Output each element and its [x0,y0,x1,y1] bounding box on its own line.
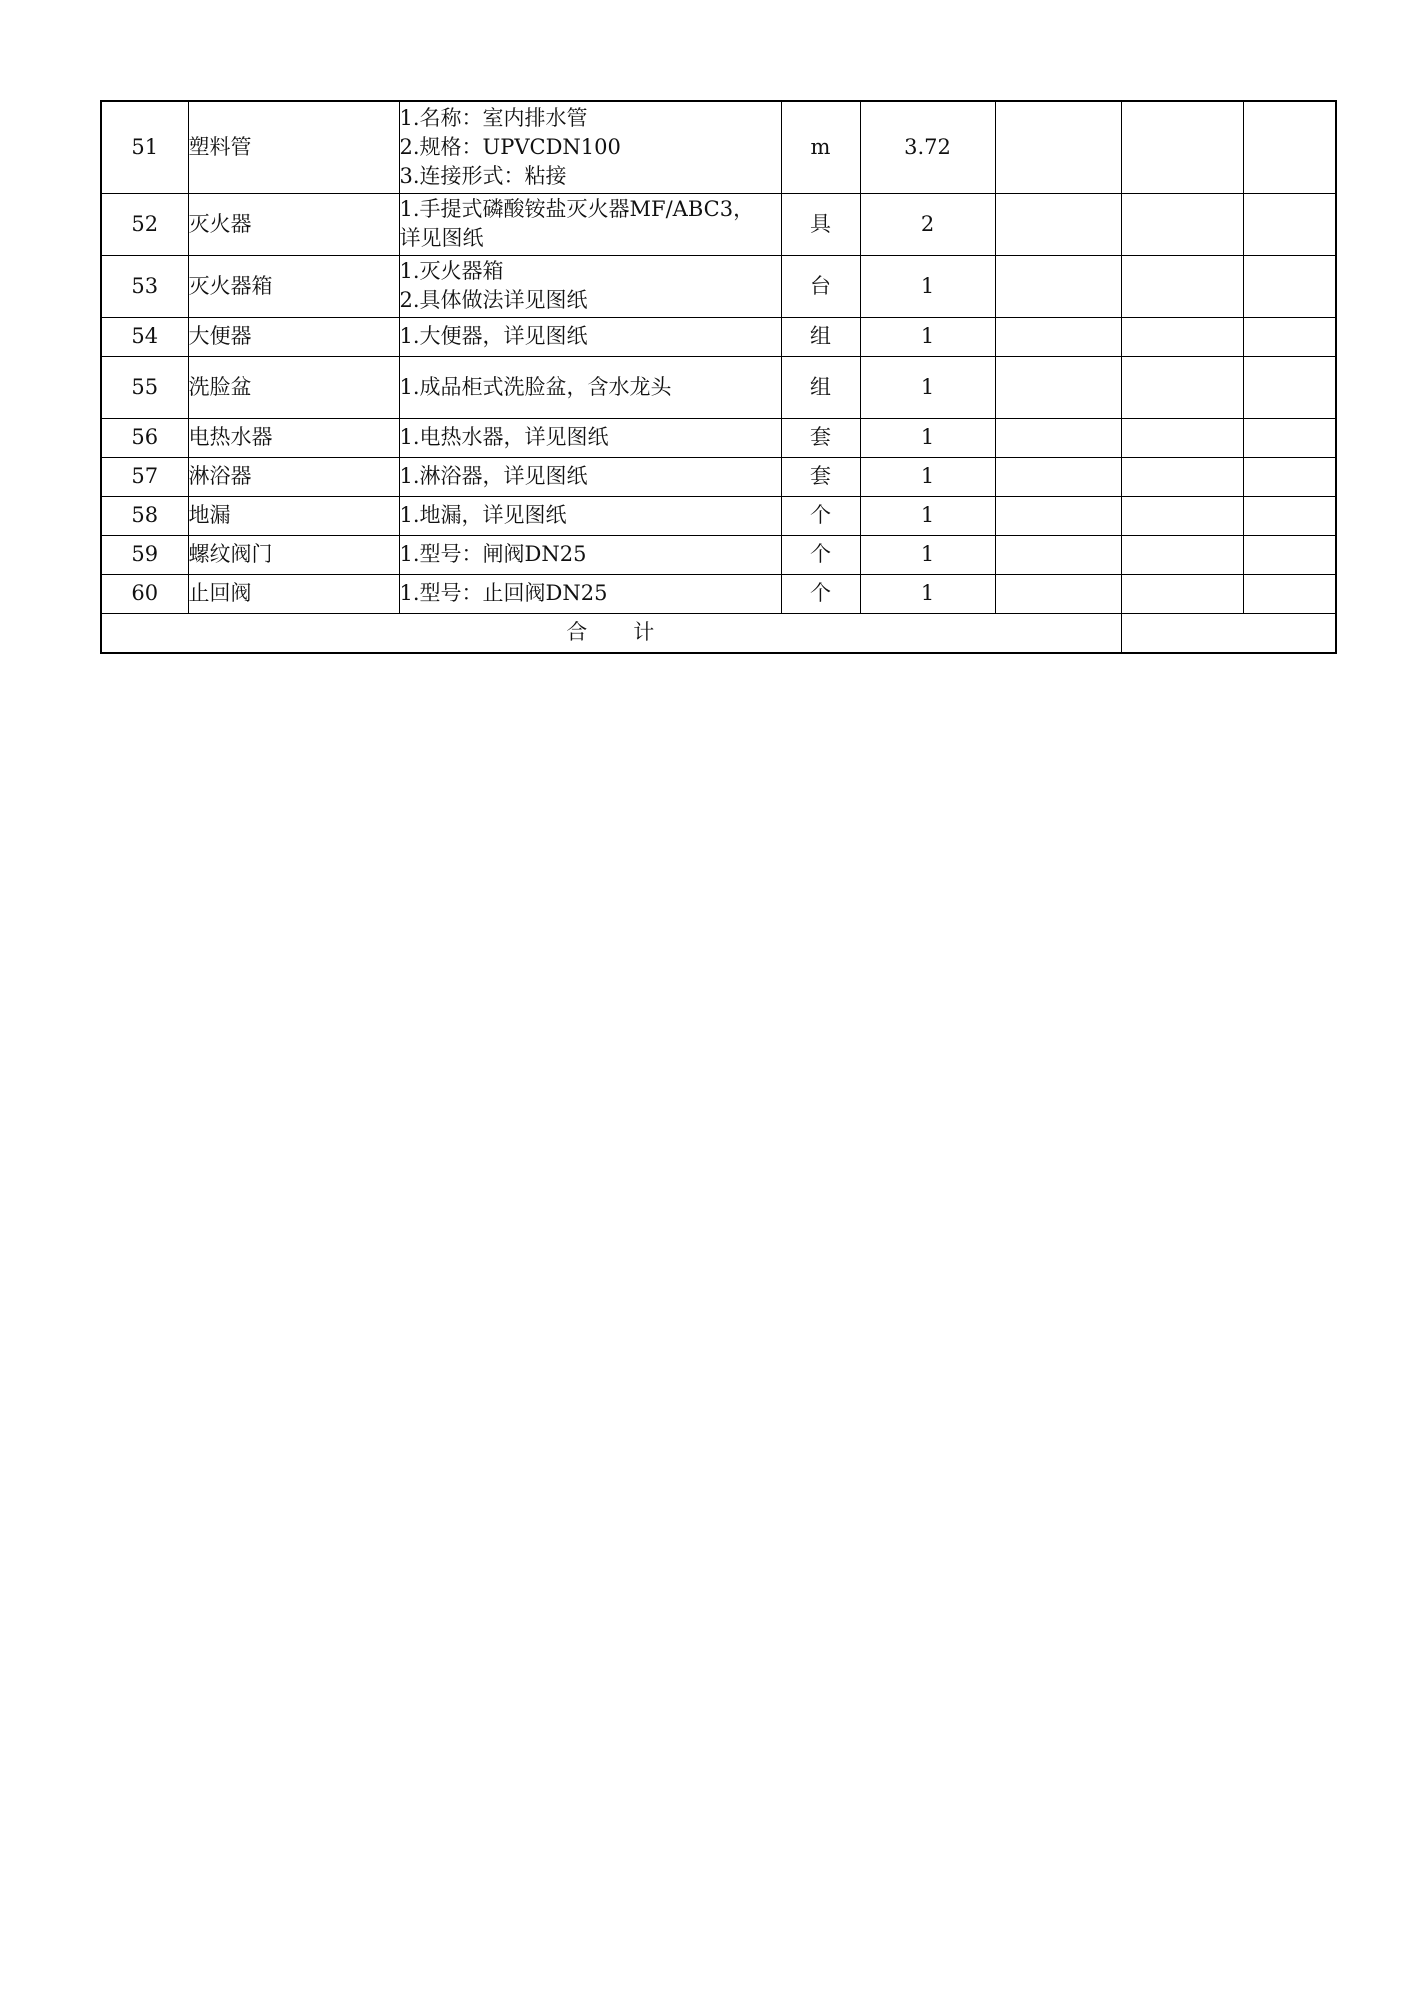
item-quantity-cell: 1 [860,418,995,457]
item-quantity-cell: 1 [860,317,995,356]
item-quantity-cell: 1 [860,574,995,613]
item-name-cell: 淋浴器 [188,457,399,496]
total-label-ji: 计 [633,620,657,645]
item-name-cell: 电热水器 [188,418,399,457]
feature-line: 2.规格：UPVCDN100 [399,134,621,159]
unit-price-cell [995,496,1121,535]
item-quantity-cell: 3.72 [860,101,995,193]
bill-of-quantities-sheet [100,100,1335,654]
total-row [101,613,1336,653]
remark-cell [1243,418,1336,457]
item-name-cell: 螺纹阀门 [188,535,399,574]
item-number-cell: 53 [101,255,188,317]
table-row [101,535,1336,574]
item-name-cell: 灭火器箱 [188,255,399,317]
unit-price-cell [995,418,1121,457]
amount-cell [1121,101,1243,193]
remark-cell [1243,193,1336,255]
item-name-cell: 塑料管 [188,101,399,193]
item-number-cell: 58 [101,496,188,535]
item-number-cell: 55 [101,356,188,418]
unit-price-cell [995,574,1121,613]
item-unit-cell: 个 [781,496,860,535]
item-unit-cell: 组 [781,317,860,356]
unit-price-cell [995,356,1121,418]
item-name-cell: 地漏 [188,496,399,535]
feature-line: 1.淋浴器，详见图纸 [399,464,588,488]
remark-cell [1243,255,1336,317]
total-label-he: 合 [566,620,590,645]
feature-line: 2.具体做法详见图纸 [399,288,588,312]
feature-line: 详见图纸 [399,226,484,250]
item-unit-cell: m [781,101,860,193]
feature-line: 1.大便器，详见图纸 [399,324,588,348]
amount-cell [1121,418,1243,457]
item-number-cell: 52 [101,193,188,255]
item-number-cell: 54 [101,317,188,356]
item-unit-cell: 台 [781,255,860,317]
item-name-cell: 止回阀 [188,574,399,613]
item-unit-cell: 个 [781,574,860,613]
item-unit-cell: 具 [781,193,860,255]
item-quantity-cell: 1 [860,356,995,418]
item-number-cell: 60 [101,574,188,613]
amount-cell [1121,356,1243,418]
item-features-cell [399,317,781,356]
item-unit-cell: 套 [781,418,860,457]
table-footer [101,613,1336,653]
amount-cell [1121,496,1243,535]
remark-cell [1243,101,1336,193]
remark-cell [1243,535,1336,574]
unit-price-cell [995,101,1121,193]
feature-line: 1.型号：止回阀DN25 [399,581,608,605]
item-number-cell: 56 [101,418,188,457]
item-quantity-cell: 2 [860,193,995,255]
item-features-cell [399,496,781,535]
item-features-cell [399,356,781,418]
item-name-cell: 大便器 [188,317,399,356]
item-features-cell [399,535,781,574]
item-quantity-cell: 1 [860,535,995,574]
unit-price-cell [995,255,1121,317]
unit-price-cell [995,535,1121,574]
item-features-cell [399,255,781,317]
remark-cell [1243,356,1336,418]
total-label-cell [101,613,1121,653]
feature-line: 1.名称：室内排水管 [399,105,588,130]
feature-line: 1.手提式磷酸铵盐灭火器MF/ABC3， [399,197,755,221]
unit-price-cell [995,317,1121,356]
item-quantity-cell: 1 [860,255,995,317]
item-name-cell: 灭火器 [188,193,399,255]
table-row [101,356,1336,418]
item-features-cell [399,457,781,496]
table-row [101,101,1336,193]
unit-price-cell [995,457,1121,496]
item-unit-cell: 组 [781,356,860,418]
amount-cell [1121,457,1243,496]
table-body [101,101,1336,613]
unit-price-cell [995,193,1121,255]
item-unit-cell: 套 [781,457,860,496]
table-row [101,255,1336,317]
table-row [101,574,1336,613]
feature-line: 1.电热水器，详见图纸 [399,425,609,449]
feature-line: 3.连接形式：粘接 [399,163,567,188]
bill-of-quantities-table [100,100,1337,654]
remark-cell [1243,457,1336,496]
feature-line: 1.型号：闸阀DN25 [399,542,587,566]
item-number-cell: 59 [101,535,188,574]
item-quantity-cell: 1 [860,457,995,496]
item-name-cell: 洗脸盆 [188,356,399,418]
table-row [101,457,1336,496]
table-row [101,193,1336,255]
item-features-cell [399,574,781,613]
remark-cell [1243,317,1336,356]
feature-line: 1.地漏，详见图纸 [399,503,567,527]
feature-line: 1.成品柜式洗脸盆，含水龙头 [399,374,672,399]
remark-cell [1243,574,1336,613]
item-features-cell [399,101,781,193]
total-amount-cell [1121,613,1336,653]
amount-cell [1121,193,1243,255]
item-features-cell [399,418,781,457]
table-row [101,496,1336,535]
table-row [101,317,1336,356]
item-number-cell: 51 [101,101,188,193]
item-number-cell: 57 [101,457,188,496]
item-features-cell [399,193,781,255]
amount-cell [1121,574,1243,613]
amount-cell [1121,535,1243,574]
feature-line: 1.灭火器箱 [399,259,504,283]
amount-cell [1121,317,1243,356]
item-unit-cell: 个 [781,535,860,574]
amount-cell [1121,255,1243,317]
remark-cell [1243,496,1336,535]
item-quantity-cell: 1 [860,496,995,535]
table-row [101,418,1336,457]
